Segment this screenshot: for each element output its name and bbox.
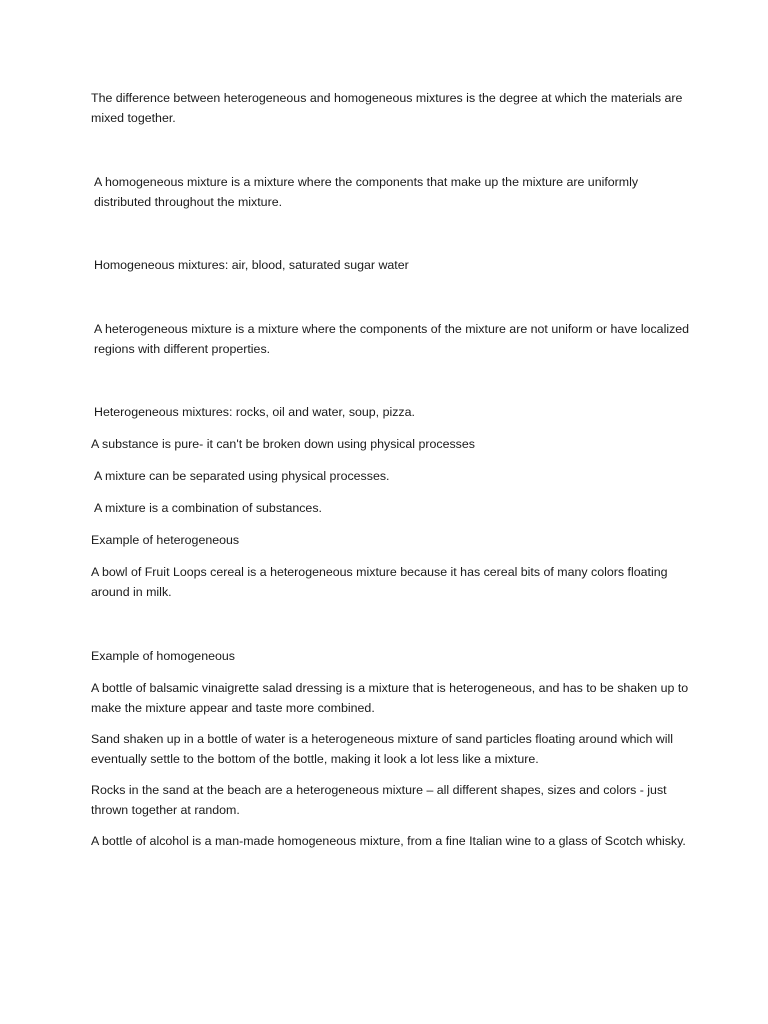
paragraph-fruit-loops: A bowl of Fruit Loops cereal is a heterogeneous mixture because it has cereal bits of many colors floating around in milk. [91,565,668,599]
paragraph-balsamic-vinaigrette: A bottle of balsamic vinaigrette salad dressing is a mixture that is heterogeneous, and has to be shaken up to make the mixture appear and taste more combined. [91,681,689,715]
heading-example-heterogeneous: Example of heterogeneous [91,533,240,547]
paragraph-rocks-sand: Rocks in the sand at the beach are a heterogeneous mixture – all different shapes, sizes and colors - just thrown together at random. [91,783,667,817]
heading-example-homogeneous: Example of homogeneous [91,649,235,663]
paragraph-homogeneous-definition: A homogeneous mixture is a mixture where the components that make up the mixture are uniformly distributed throughout the mixture. [94,175,639,209]
paragraph-heterogeneous-examples: Heterogeneous mixtures: rocks, oil and water, soup, pizza. [94,405,415,419]
paragraph-homogeneous-examples: Homogeneous mixtures: air, blood, saturated sugar water [94,258,409,272]
paragraph-sand-water: Sand shaken up in a bottle of water is a heterogeneous mixture of sand particles floating around which will eventually settle to the bottom of the bottle, making it look a lot less like a mixture. [91,732,674,766]
paragraph-heterogeneous-definition: A heterogeneous mixture is a mixture where the components of the mixture are not uniform or have localized regions with different properties. [94,322,690,356]
paragraph-intro: The difference between heterogeneous and homogeneous mixtures is the degree at which the materials are mixed together. [91,91,683,125]
paragraph-substance-pure: A substance is pure- it can't be broken down using physical processes [91,437,475,451]
paragraph-alcohol: A bottle of alcohol is a man-made homogeneous mixture, from a fine Italian wine to a glass of Scotch whisky. [91,834,686,848]
paragraph-mixture-combination: A mixture is a combination of substances. [94,501,322,515]
paragraph-mixture-separated: A mixture can be separated using physical processes. [94,469,390,483]
